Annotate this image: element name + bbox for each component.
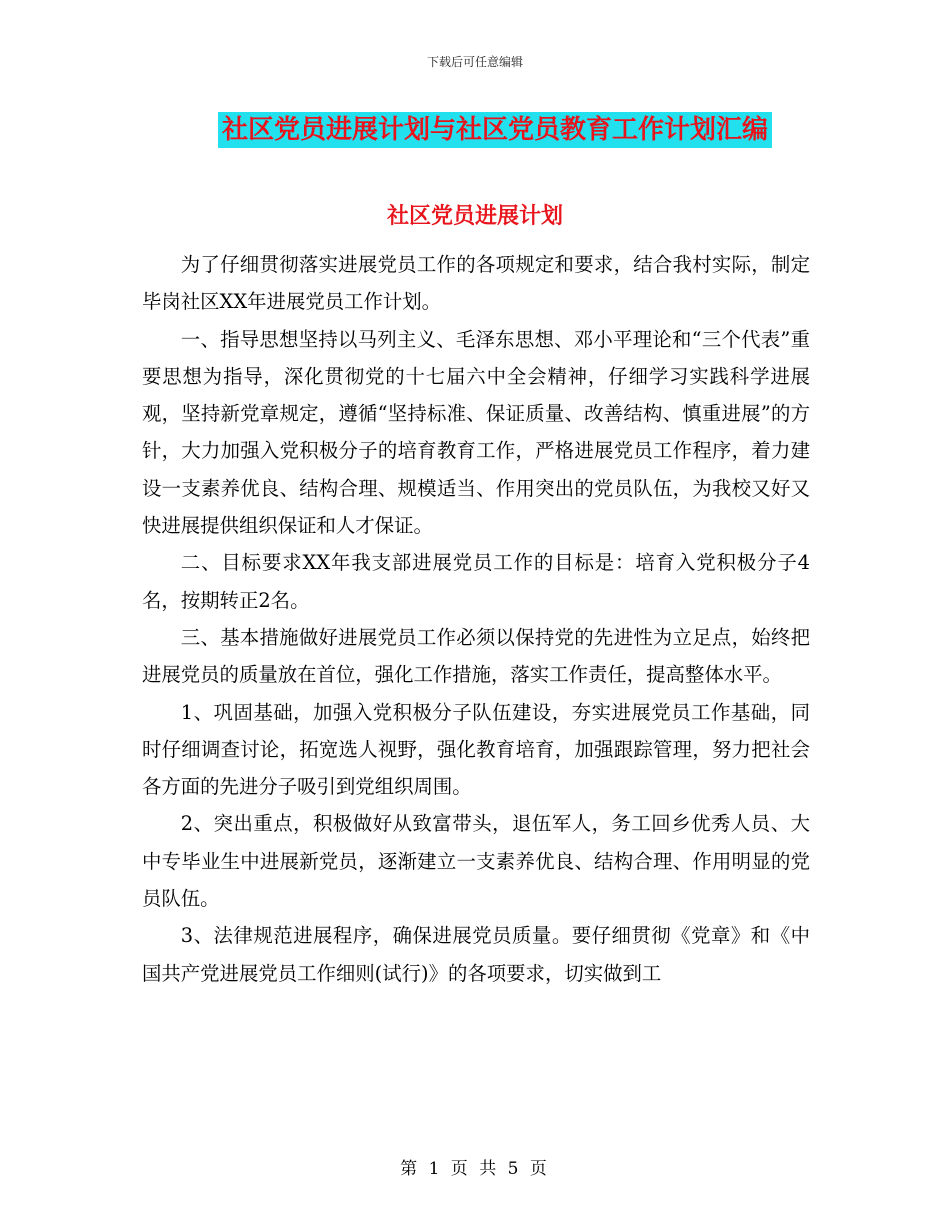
paragraph: 3、法律规范进展程序，确保进展党员质量。要仔细贯彻《党章》和《中国共产党进展党员工作细则(试行)》的各项要求，切实做到工 <box>142 924 810 985</box>
paragraph: 2、突出重点，积极做好从致富带头，退伍军人，务工回乡优秀人员、大中专毕业生中进展新党员，逐渐建立一支素养优良、结构合理、作用明显的党员队伍。 <box>142 812 810 911</box>
paragraph: 1、巩固基础，加强入党积极分子队伍建设，夯实进展党员工作基础，同时仔细调查讨论，拓宽选人视野，强化教育培育，加强跟踪管理，努力把社会各方面的先进分子吸引到党组织周围。 <box>142 700 810 799</box>
paragraph: 一、指导思想坚持以马列主义、毛泽东思想、邓小平理论和“三个代表”重要思想为指导，深化贯彻党的十七届六中全会精神，仔细学习实践科学进展观，坚持新党章规定，遵循“坚持标准、保证质量、改善结构、慎重进展”的方针，大力加强入党积极分子的培育教育工作，严格进展党员工作程序，着力建设一支素养优良、结构合理、规模适当、作用突出的党员队伍，为我校又好又快进展提供组织保证和人才保证。 <box>142 327 810 538</box>
paragraph: 为了仔细贯彻落实进展党员工作的各项规定和要求，结合我村实际，制定毕岗社区XX年进展党员工作计划。 <box>142 253 810 314</box>
paragraph: 三、基本措施做好进展党员工作必须以保持党的先进性为立足点，始终把进展党员的质量放在首位，强化工作措施，落实工作责任，提高整体水平。 <box>142 625 810 687</box>
section-title: 社区党员进展计划 <box>386 203 563 229</box>
main-title-wrap <box>0 112 950 148</box>
paragraph: 二、目标要求XX年我支部进展党员工作的目标是：培育入党积极分子4名，按期转正2名。 <box>142 551 810 612</box>
body-text <box>142 246 810 992</box>
page-footer: 第 1 页 共 5 页 <box>400 1159 550 1179</box>
header-note: 下载后可任意编辑 <box>426 55 523 69</box>
main-title: 社区党员进展计划与社区党员教育工作计划汇编 <box>218 112 772 148</box>
